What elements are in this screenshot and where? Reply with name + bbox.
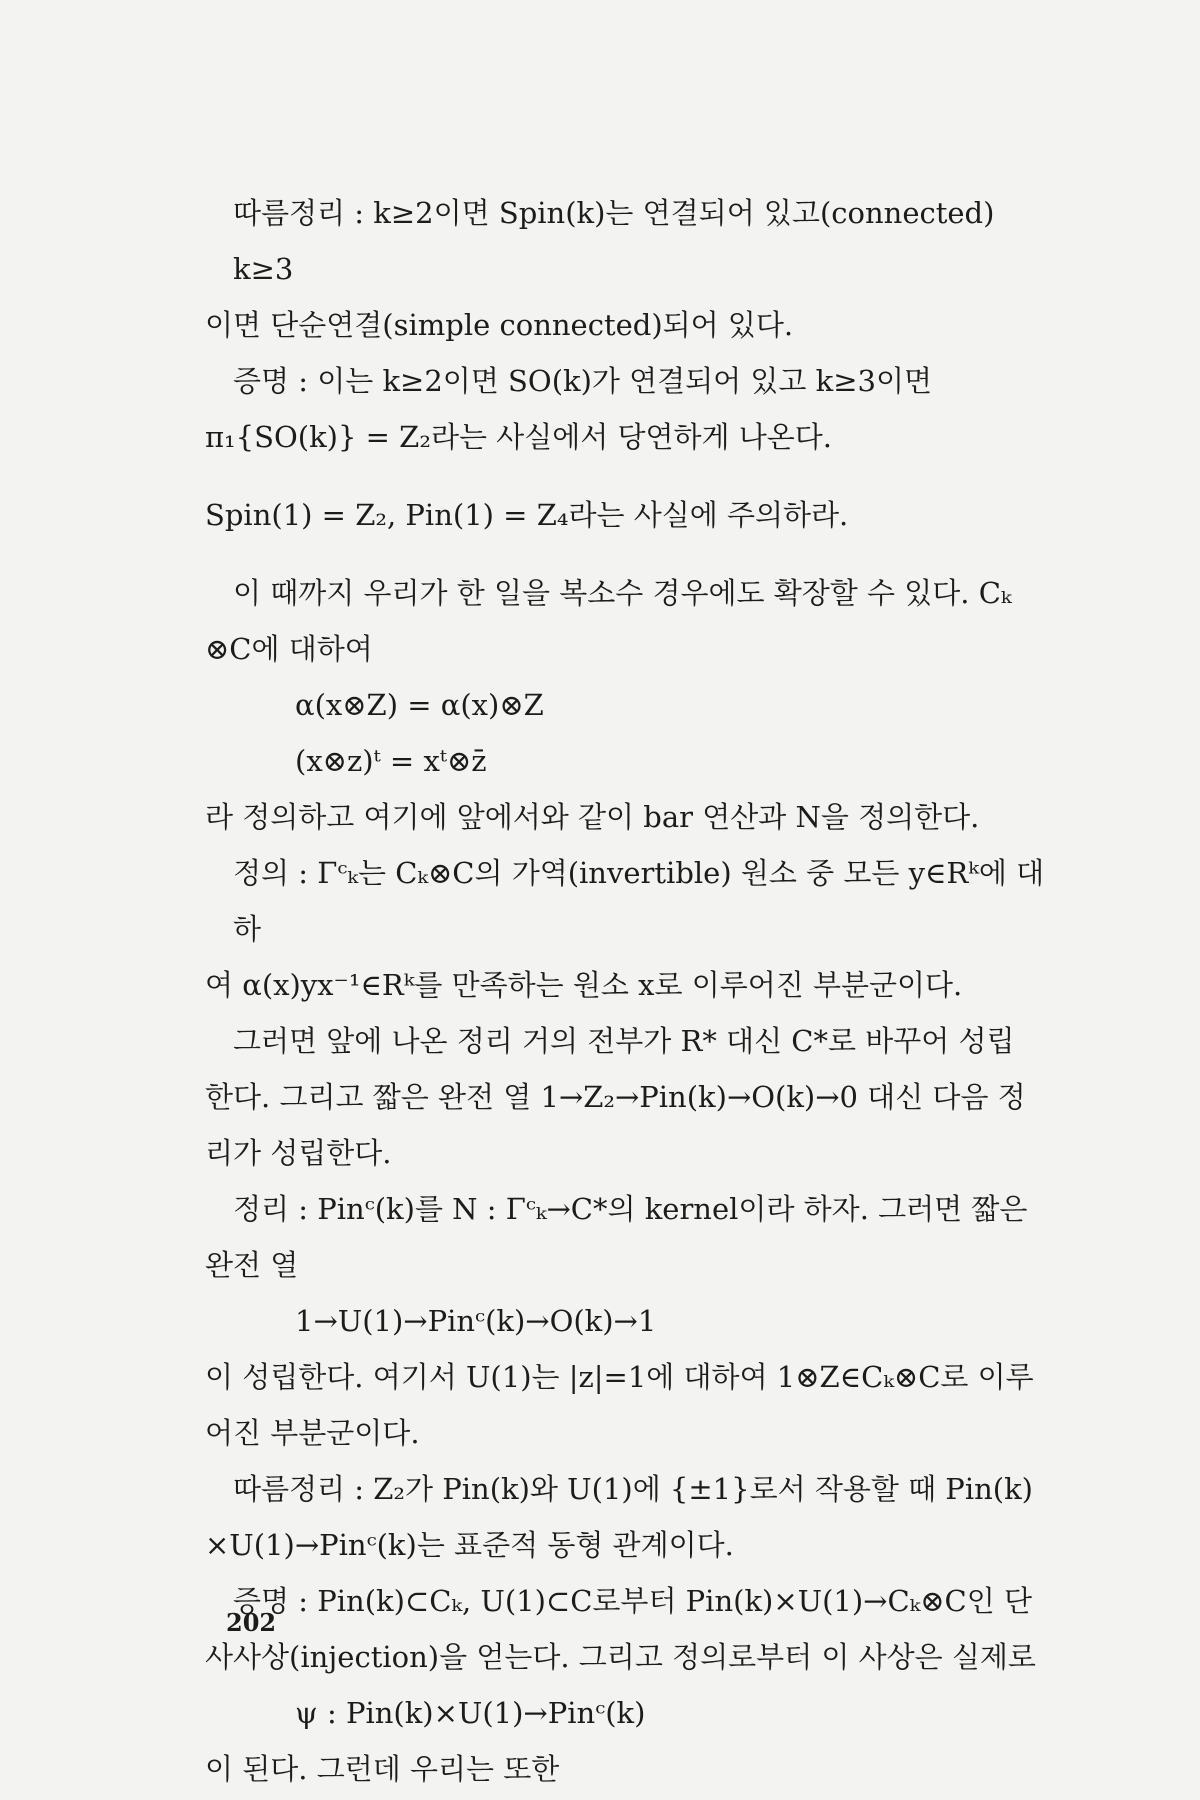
text-line: π₁{SO(k)} = Z₂라는 사실에서 당연하게 나온다.	[205, 420, 832, 454]
formula-line: ψ : Pin(k)×U(1)→Pinᶜ(k)	[295, 1696, 646, 1730]
text-line: 증명 : 이는 k≥2이면 SO(k)가 연결되어 있고 k≥3이면	[233, 364, 932, 398]
text-line: 어진 부분군이다.	[205, 1416, 420, 1450]
paragraph-gap	[205, 543, 1045, 565]
text-line: 완전 열	[205, 1248, 299, 1282]
text-line: 이 된다. 그런데 우리는 또한	[205, 1752, 560, 1786]
text-line: 그러면 앞에 나온 정리 거의 전부가 R* 대신 C*로 바꾸어 성립	[233, 1024, 1015, 1058]
formula-line: 1→U(1)→Pinᶜ(k)→O(k)→1	[295, 1304, 657, 1338]
text-line: 리가 성립한다.	[205, 1136, 392, 1170]
text-line: 정리 : Pinᶜ(k)를 N : Γᶜₖ→C*의 kernel이라 하자. 그러면 짧은	[233, 1192, 1028, 1226]
text-line: 이 성립한다. 여기서 U(1)는 |z|=1에 대하여 1⊗Z∈Cₖ⊗C로 이루	[205, 1360, 1034, 1394]
text-line: 따름정리 : k≥2이면 Spin(k)는 연결되어 있고(connected) k≥3	[233, 196, 995, 286]
page-number: 202	[226, 1608, 277, 1637]
text-line: Spin(1) = Z₂, Pin(1) = Z₄라는 사실에 주의하라.	[205, 498, 849, 532]
text-line: 증명 : Pin(k)⊂Cₖ, U(1)⊂C로부터 Pin(k)×U(1)→Cₖ⊗C인 단	[233, 1584, 1032, 1618]
paragraph-gap	[205, 465, 1045, 487]
formula-line: α(x⊗Z) = α(x)⊗Z	[295, 688, 544, 722]
text-line: 이면 단순연결(simple connected)되어 있다.	[205, 308, 794, 342]
text-line: ⊗C에 대하여	[205, 632, 373, 666]
text-line: 라 정의하고 여기에 앞에서와 같이 bar 연산과 N을 정의한다.	[205, 800, 980, 834]
text-line: 이 때까지 우리가 한 일을 복소수 경우에도 확장할 수 있다. Cₖ	[233, 576, 1012, 610]
text-line: 여 α(x)yx⁻¹∈Rᵏ를 만족하는 원소 x로 이루어진 부분군이다.	[205, 968, 963, 1002]
text-line: ×U(1)→Pinᶜ(k)는 표준적 동형 관계이다.	[205, 1528, 734, 1562]
body-text	[205, 185, 1045, 1797]
text-line: 정의 : Γᶜₖ는 Cₖ⊗C의 가역(invertible) 원소 중 모든 y∈Rᵏ에 대하	[233, 856, 1045, 946]
text-line: 한다. 그리고 짧은 완전 열 1→Z₂→Pin(k)→O(k)→0 대신 다음 정	[205, 1080, 1026, 1114]
text-line: 따름정리 : Z₂가 Pin(k)와 U(1)에 {±1}로서 작용할 때 Pin(k)	[233, 1472, 1033, 1506]
text-line: 사사상(injection)을 얻는다. 그리고 정의로부터 이 사상은 실제로	[205, 1640, 1036, 1674]
formula-line: (x⊗z)ᵗ = xᵗ⊗z̄	[295, 744, 487, 778]
